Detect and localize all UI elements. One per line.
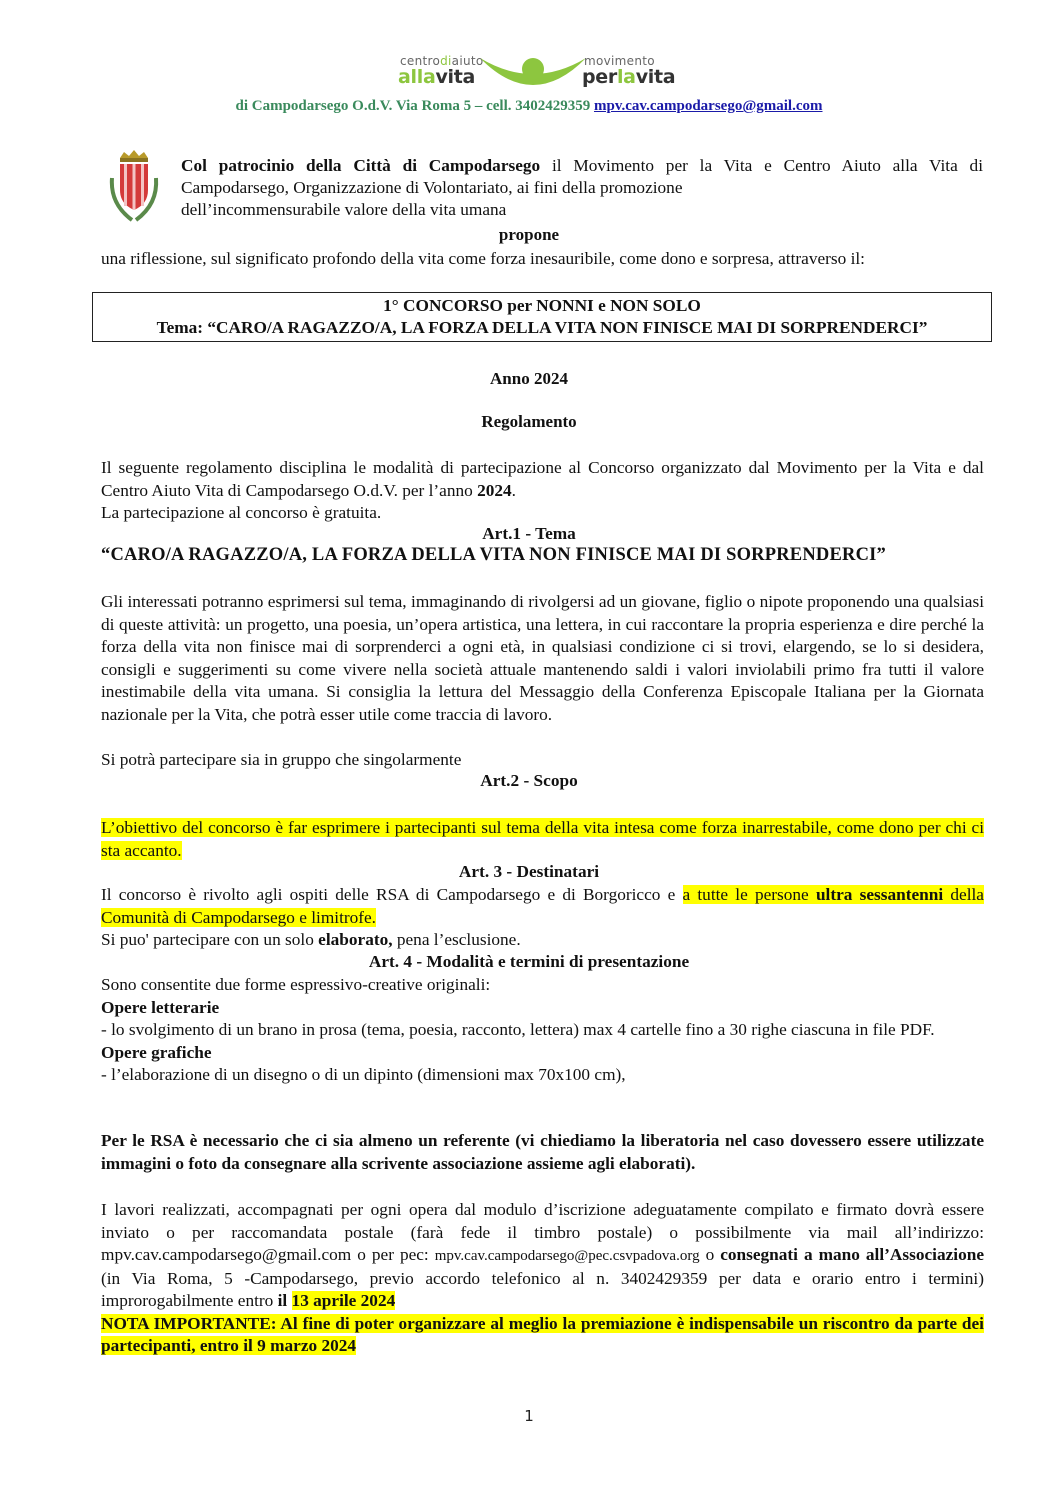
contest-title-box — [92, 292, 992, 342]
intro-paragraph: Col patrocinio della Città di Campodarsego il Movimento per la Vita e Centro Aiuto alla Vita di Campodarsego, Organizzazione di Volontariato, ai fini della promozione dell’incommensurabile valore della vita umana — [181, 156, 984, 219]
rsa-note: Per le RSA è necessario che ci sia almeno un referente (vi chiediamo la liberatoria nel caso dovessero essere utilizzate immagini o foto da consegnare alla scrivente associazione assieme agli elaborati). — [101, 1131, 984, 1173]
logo-left-small: centrodiaiuto — [400, 54, 484, 68]
logo-right-big: perlavita — [582, 66, 676, 88]
logo-left-big: allavita — [398, 66, 476, 88]
logo-right-small: movimento — [584, 54, 655, 68]
important-note: NOTA IMPORTANTE: Al fine di poter organizzare al meglio la premiazione è indispensabile un riscontro da parte dei partecipanti, entro il 9 marzo 2024 — [101, 1313, 984, 1355]
art4-forms: Sono consentite due forme espressivo-creative originali: Opere letterarie - lo svolgimento di un brano in prosa (tema, poesia, racconto, lettera) max 4 cartelle fino a 30 righe ciascuna in file PDF. Opere grafiche - l’elaborazione di un disegno o di un dipinto (dimensioni max 70x100 cm), — [101, 975, 935, 1084]
patronage-bold: Col patrocinio della Città di Campodarsego — [181, 156, 541, 175]
page-number: 1 — [524, 1407, 534, 1425]
submission-paragraph: I lavori realizzati, accompagnati per ogni opera dal modulo d’iscrizione adeguatamente compilato e firmato dovrà essere inviato o per raccomandata postale (farà fede il timbro postale) o possibilmente via mail all’indirizzo: mpv.cav.campodarsego@gmail.com o per pec: mpv.cav.campodarsego@pec.csvpadova.org o consegnati a mano all’Associazione (in Via Roma, 5 -Campodarsego, previo accordo telefonico al n. 3402429359 per data e orario entro i termini) improrogabilmente entro il 13 aprile 2024 NOTA IMPORTANTE: Al fine di poter organizzare al meglio la premiazione è indispensabile un riscontro da parte dei partecipanti, entro il 9 marzo 2024 — [101, 1200, 984, 1355]
pec-address: mpv.cav.campodarsego@pec.csvpadova.org — [434, 1248, 700, 1264]
deadline-highlight: 13 aprile 2024 — [291, 1291, 396, 1310]
contact-line — [0, 98, 1058, 115]
contest-theme: Tema: “CARO/A RAGAZZO/A, LA FORZA DELLA VITA NON FINISCE MAI DI SORPRENDERCI” — [156, 318, 928, 337]
contest-title: 1° CONCORSO per NONNI e NON SOLO — [383, 296, 701, 315]
art2-highlight: L’obiettivo del concorso è far esprimere i partecipanti sul tema della vita intesa come forza inarrestabile, come dono per chi ci sta accanto. — [101, 818, 984, 860]
art3-title: Art. 3 - Destinatari — [458, 862, 600, 881]
contact-text: di Campodarsego O.d.V. Via Roma 5 – cell. 3402429359 — [235, 98, 591, 114]
art1-gruppo: Si potrà partecipare sia in gruppo che singolarmente — [101, 750, 462, 769]
contact-email-link[interactable]: mpv.cav.campodarsego@gmail.com — [593, 98, 823, 114]
year-heading: Anno 2024 — [490, 369, 568, 388]
art3-highlight: a tutte le persone ultra sessantenni della Comunità di Campodarsego e limitrofe. — [101, 885, 984, 927]
art1-title: Art.1 - Tema — [482, 524, 576, 543]
letterarie-title: Opere letterarie — [101, 997, 220, 1017]
organization-logo — [396, 52, 678, 102]
logo-swoosh-icon — [478, 52, 588, 100]
art1-paragraph: Gli interessati potranno esprimersi sul tema, immaginando di rivolgersi ad un giovane, figlio o nipote proponendo una qualsiasi di queste attività: un progetto, una poesia, un’opera artistica, una lettera, in cui raccontare la propria esperienza e dire perché la forza della vita non finisce mai di sorprenderci a ogni età, in qualsiasi condizione ci si trovi, elargendo, se lo si desidera, consigli e suggerimenti su come vivere nella società attuale mantenendo saldi i valori inviolabili primo fra tutti il valore inestimabile della vita umana. Si consiglia la lettura del Messaggio della Conferenza Episcopale Italiana per la Giornata nazionale per la Vita, che potrà esser utile come traccia di lavoro. — [101, 592, 984, 724]
art4-title: Art. 4 - Modalità e termini di presentazione — [368, 952, 690, 971]
riflessione-text: una riflessione, sul significato profondo della vita come forza inesauribile, come dono e sorpresa, attraverso il: — [101, 249, 865, 268]
art3-paragraph: Il concorso è rivolto agli ospiti delle RSA di Campodarsego e di Borgoricco e a tutte le persone ultra sessantenni della Comunità di Campodarsego e limitrofe. Si puo' partecipare con un solo elaborato, pena l’esclusione. — [101, 885, 984, 949]
art1-theme: “CARO/A RAGAZZO/A, LA FORZA DELLA VITA NON FINISCE MAI DI SORPRENDERCI” — [101, 545, 886, 565]
art2-paragraph — [101, 817, 984, 862]
grafiche-title: Opere grafiche — [101, 1042, 212, 1062]
propone-heading: propone — [498, 225, 560, 244]
art2-title: Art.2 - Scopo — [480, 771, 578, 790]
regolamento-heading: Regolamento — [481, 412, 577, 431]
city-crest-icon — [104, 148, 164, 228]
regolamento-intro: Il seguente regolamento disciplina le modalità di partecipazione al Concorso organizzato dal Movimento per la Vita e dal Centro Aiuto Vita di Campodarsego O.d.V. per l’anno 2024. La partecipazione al concorso è gratuita. — [101, 458, 984, 522]
